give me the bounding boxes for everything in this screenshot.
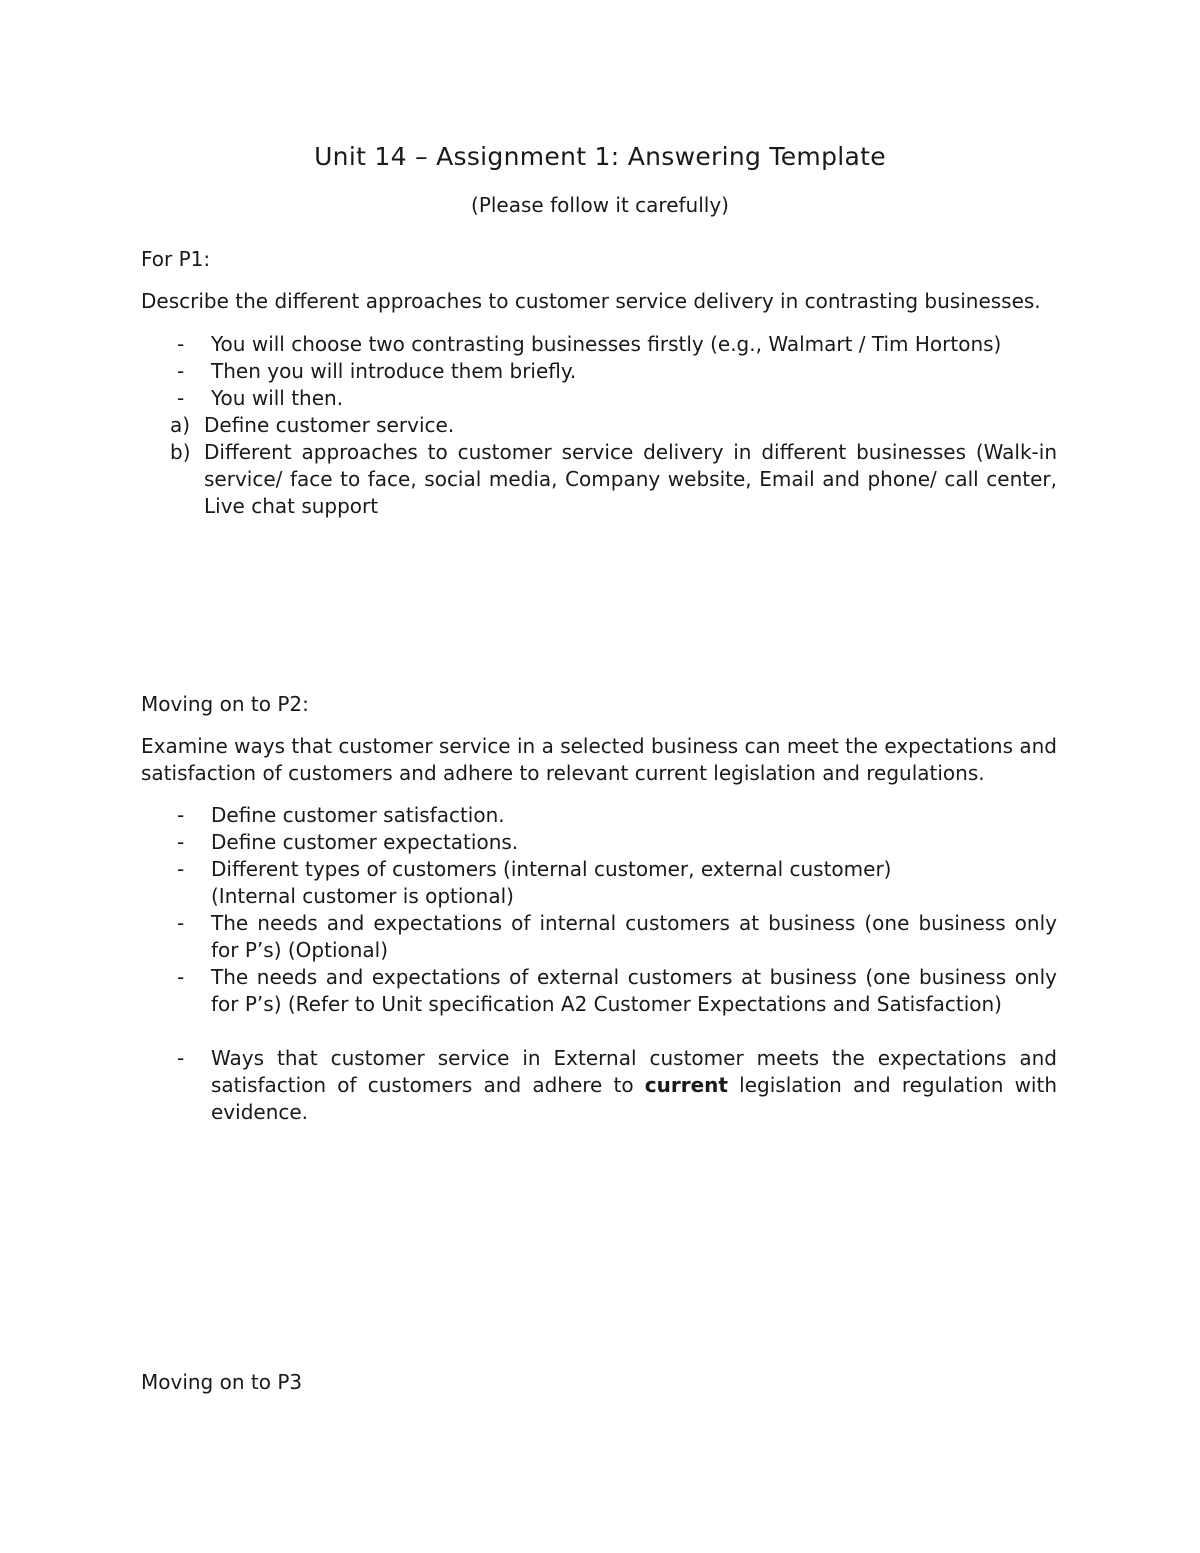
list-item — [141, 856, 1057, 910]
p1-dash-list — [141, 331, 1057, 412]
list-item — [141, 412, 1057, 439]
p2-list — [141, 802, 1057, 1126]
list-marker: a) — [170, 413, 191, 437]
list-marker: b) — [170, 440, 191, 464]
list-item — [141, 1045, 1057, 1126]
dash-marker: - — [177, 1046, 185, 1070]
p1-intro: Describe the different approaches to customer service delivery in contrasting businesses. — [141, 289, 1041, 313]
list-item — [141, 331, 1057, 358]
p3-heading: Moving on to P3 — [141, 1370, 303, 1394]
list-item — [141, 385, 1057, 412]
list-item — [141, 802, 1057, 829]
list-item — [141, 964, 1057, 1018]
dash-marker: - — [177, 386, 185, 410]
dash-marker: - — [177, 359, 185, 383]
list-item — [141, 829, 1057, 856]
dash-marker: - — [177, 857, 185, 881]
p1-alpha-list — [141, 412, 1057, 520]
list-item — [141, 439, 1057, 520]
list-item-text: Then you will introduce them briefly. — [211, 359, 577, 383]
p2-section — [141, 691, 1057, 1126]
list-item-note: (Internal customer is optional) — [211, 884, 514, 908]
p3-section — [141, 1369, 1057, 1396]
list-item-text-end: legislation and regulation with evidence. — [211, 1073, 1058, 1124]
document-title: Unit 14 – Assignment 1: Answering Template — [314, 142, 886, 171]
list-item-text: Define customer service. — [204, 413, 455, 437]
list-item-text: Different types of customers (internal customer, external customer) — [211, 857, 892, 881]
list-item-text: You will choose two contrasting businesses firstly (e.g., Walmart / Tim Hortons) — [211, 332, 1002, 356]
list-item-text: Ways that customer service in External customer meets the expectations and satisfaction of customers and adhere to — [211, 1046, 1057, 1097]
list-item-text: Define customer expectations. — [211, 830, 519, 854]
p2-intro: Examine ways that customer service in a selected business can meet the expectations and satisfaction of customers and adhere to relevant current legislation and regulations. — [141, 734, 1057, 785]
document-subtitle: (Please follow it carefully) — [471, 193, 729, 217]
list-item — [141, 910, 1057, 964]
emphasis-text: current — [644, 1073, 728, 1097]
dash-marker: - — [177, 803, 185, 827]
list-item-text: The needs and expectations of internal customers at business (one business only for P’s) (Optional) — [211, 911, 1057, 962]
dash-marker: - — [177, 965, 185, 989]
dash-marker: - — [177, 911, 185, 935]
p2-heading: Moving on to P2: — [141, 692, 309, 716]
list-item-text: Define customer satisfaction. — [211, 803, 505, 827]
p1-heading: For P1: — [141, 247, 211, 271]
dash-marker: - — [177, 332, 185, 356]
list-item-text: Different approaches to customer service delivery in different businesses (Walk-in service/ face to face, social media, Company website, Email and phone/ call center, Live chat support — [204, 440, 1057, 518]
list-item — [141, 358, 1057, 385]
dash-marker: - — [177, 830, 185, 854]
list-item-text: The needs and expectations of external customers at business (one business only for P’s) (Refer to Unit specification A2 Customer Expectations and Satisfaction) — [211, 965, 1057, 1016]
list-item-text: You will then. — [211, 386, 344, 410]
p1-section — [141, 246, 1057, 520]
